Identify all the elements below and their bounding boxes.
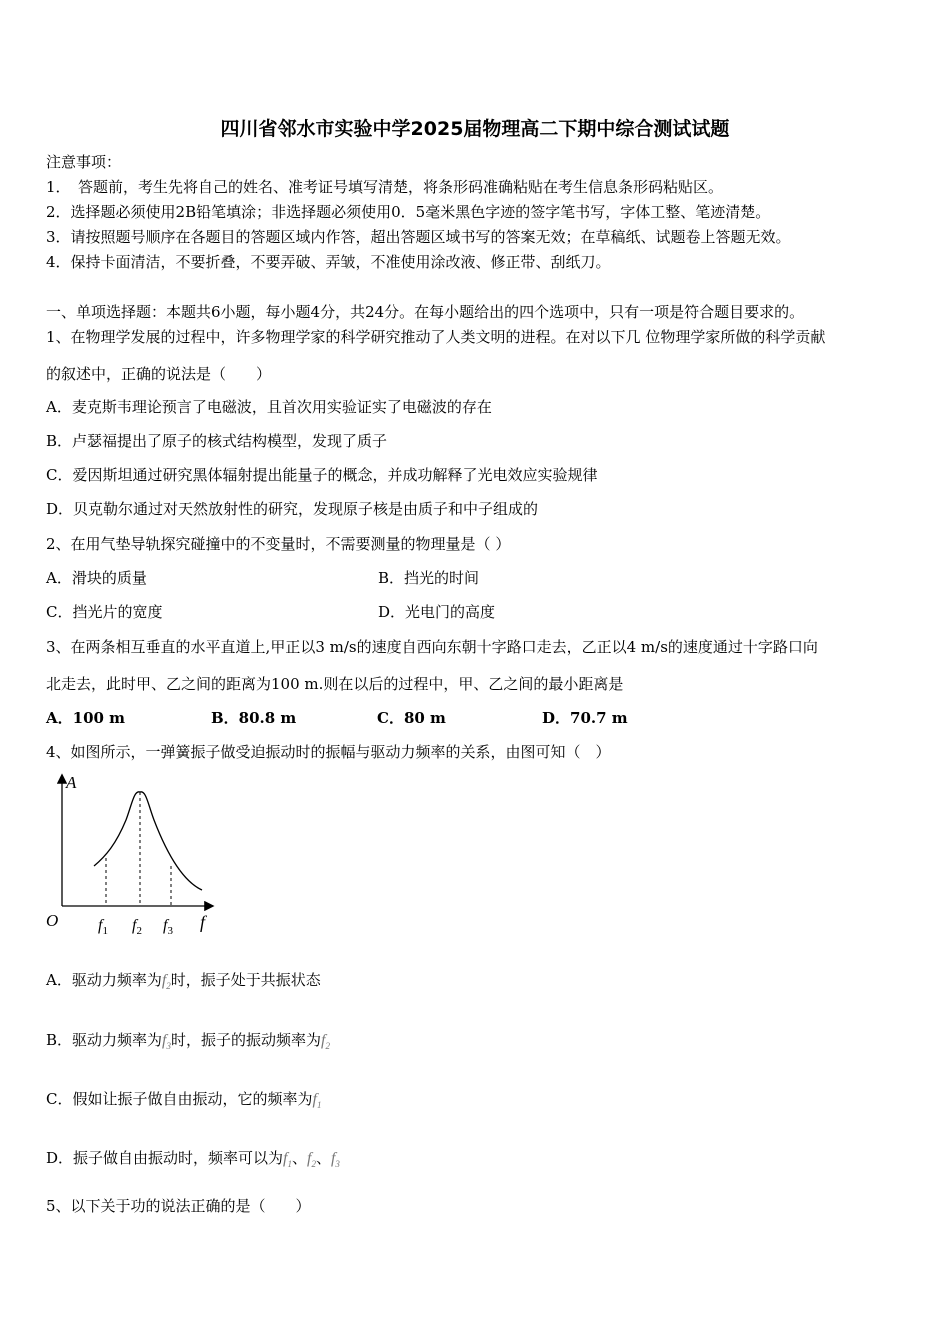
q4-option-c [46,1089,321,1115]
tick-f2: $f_2$ [132,917,142,937]
notice-item: 3．请按照题号顺序在各题目的答题区域内作答，超出答题区域书写的答案无效；在草稿纸、试题卷上答题无效。 [46,228,791,246]
tick-f1: $f_1$ [98,917,108,937]
q3-option-a: A．100 m [46,709,126,727]
q4-option-a-text: A．驱动力频率为 [46,971,162,989]
q1-stem-cont: 的叙述中，正确的说法是（ ） [46,365,272,383]
q2-option-c: C．挡光片的宽度 [46,603,163,621]
q1-option-c: C．爱因斯坦通过研究黑体辐射提出能量子的概念，并成功解释了光电效应实验规律 [46,466,598,484]
math-f1: $f_1$ [312,1091,322,1111]
separator: 、 [291,1149,307,1167]
math-f3: $f_3$ [330,1150,340,1170]
q4-option-b-text: B．驱动力频率为 [46,1031,163,1049]
q4-option-d-text: D．振子做自由振动时，频率可以为 [46,1149,284,1167]
q4-option-b-text-mid: 时，振子的振动频率为 [170,1031,321,1049]
q4-option-a [46,970,321,996]
math-f3: $f_3$ [162,1032,171,1052]
math-f2: $f_2$ [161,972,171,992]
amplitude-curve [94,792,202,890]
math-f2: $f_2$ [321,1032,330,1052]
x-axis-label: f [200,912,206,932]
notice-heading: 注意事项： [46,153,122,171]
q3-stem-cont: 北走去，此时甲、乙之间的距离为100 m.则在以后的过程中，甲、乙之间的最小距离是 [46,675,624,693]
q2-option-a: A．滑块的质量 [46,569,147,587]
notice-item: 2．选择题必须使用2B铅笔填涂；非选择题必须使用0．5毫米黑色字迹的签字笔书写，字体工整、笔迹清楚。 [46,203,771,221]
q4-option-d [46,1148,340,1174]
q3-option-b: B．80.8 m [211,709,297,727]
q1-stem: 1、在物理学发展的过程中，许多物理学家的科学研究推动了人类文明的进程。在对以下几 位物理学家所做的科学贡献 [46,328,826,346]
tick-f3: $f_3$ [163,917,173,937]
q1-option-b: B．卢瑟福提出了原子的核式结构模型，发现了质子 [46,432,388,450]
q4-option-a-text-end: 时，振子处于共振状态 [170,971,321,989]
q2-stem: 2、在用气垫导轨探究碰撞中的不变量时，不需要测量的物理量是（ ） [46,535,511,553]
notice-item: 1． 答题前，考生先将自己的姓名、准考证号填写清楚，将条形码准确粘贴在考生信息条形码粘贴区。 [46,178,724,196]
separator: 、 [315,1149,331,1167]
notice-item: 4．保持卡面清洁，不要折叠，不要弄破、弄皱，不准使用涂改液、修正带、刮纸刀。 [46,253,611,271]
resonance-graph [40,770,220,940]
section-heading: 一、单项选择题：本题共6小题，每小题4分，共24分。在每小题给出的四个选项中，只有一项是符合题目要求的。 [46,303,805,321]
q3-stem: 3、在两条相互垂直的水平直道上,甲正以3 m/s的速度自西向东朝十字路口走去，乙正以4 m/s的速度通过十字路口向 [46,638,818,656]
math-f2: $f_2$ [307,1150,316,1170]
math-f1: $f_1$ [283,1150,292,1170]
q3-option-c: C．80 m [377,709,446,727]
q2-option-d: D．光电门的高度 [378,603,496,621]
origin-label: O [46,911,59,930]
q1-option-a: A．麦克斯韦理论预言了电磁波，且首次用实验证实了电磁波的存在 [46,398,492,416]
page-title: 四川省邻水市实验中学2025届物理高二下期中综合测试试题 [220,118,730,140]
q5-stem: 5、以下关于功的说法正确的是（ ） [46,1197,311,1215]
q3-option-d: D．70.7 m [542,709,628,727]
q4-stem: 4、如图所示，一弹簧振子做受迫振动时的振幅与驱动力频率的关系，由图可知（ ） [46,743,611,761]
q4-option-b [46,1030,330,1056]
q1-option-d: D．贝克勒尔通过对天然放射性的研究，发现原子核是由质子和中子组成的 [46,500,539,518]
q4-option-c-text: C．假如让振子做自由振动，它的频率为 [46,1090,313,1108]
y-axis-label: A [66,773,77,792]
q2-option-b: B．挡光的时间 [378,569,480,587]
